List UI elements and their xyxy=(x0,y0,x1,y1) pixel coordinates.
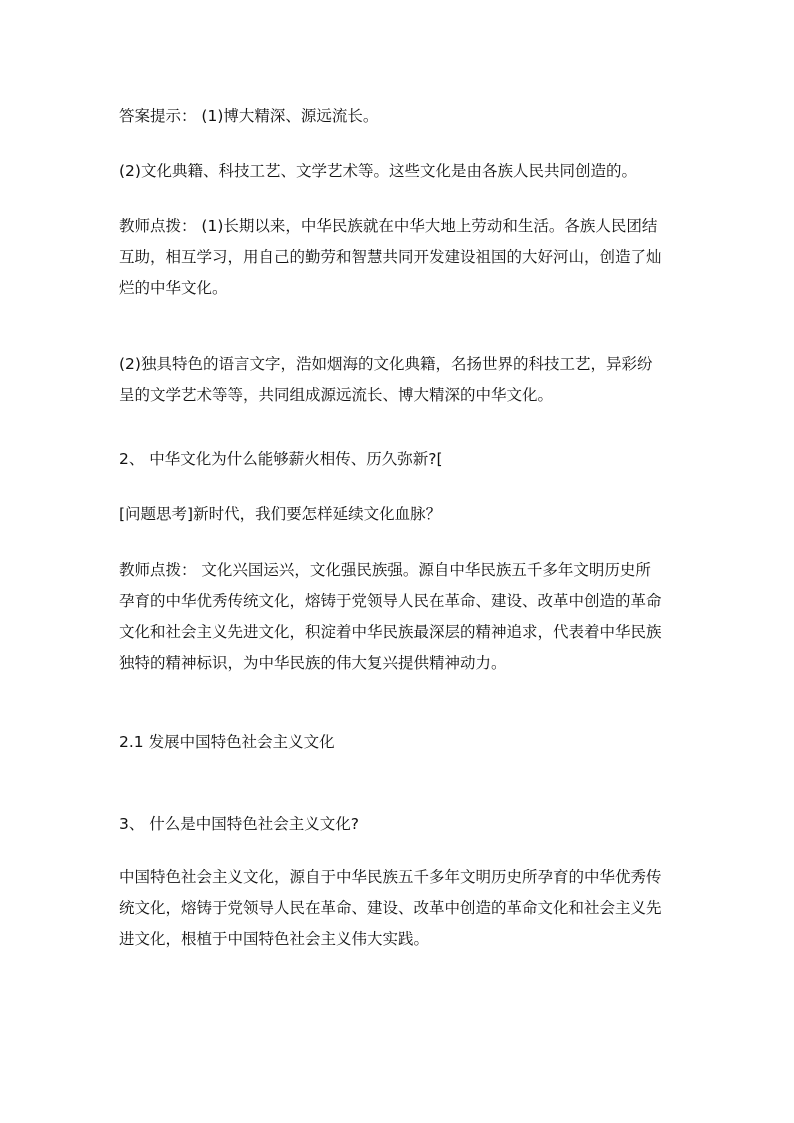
paragraph-line: 2、 中华文化为什么能够薪火相传、历久弥新?[ xyxy=(119,450,443,468)
answer-2-paragraph xyxy=(119,156,679,187)
paragraph-line: 呈的文学艺术等等，共同组成源远流长、博大精深的中华文化。 xyxy=(119,386,554,404)
answer-hint-paragraph xyxy=(119,101,679,132)
teacher-note-2-paragraph xyxy=(119,349,679,411)
paragraph-line: 教师点拨： (1)长期以来，中华民族就在中华大地上劳动和生活。各族人民团结 xyxy=(119,217,658,235)
paragraph-line: 进文化，根植于中国特色社会主义伟大实践。 xyxy=(119,930,430,948)
question-2-heading xyxy=(119,444,679,475)
paragraph-line: (2)独具特色的语言文字，浩如烟海的文化典籍，名扬世界的科技工艺，异彩纷 xyxy=(119,355,653,373)
paragraph-line: 答案提示： (1)博大精深、源远流长。 xyxy=(119,107,379,125)
paragraph-line: (2)文化典籍、科技工艺、文学艺术等。这些文化是由各族人民共同创造的。 xyxy=(119,162,637,180)
paragraph-line: 独特的精神标识，为中华民族的伟大复兴提供精神动力。 xyxy=(119,654,507,672)
paragraph-line: 中国特色社会主义文化，源自于中华民族五千多年文明历史所孕育的中华优秀传 xyxy=(119,868,662,886)
paragraph-line: [问题思考]新时代，我们要怎样延续文化血脉？ xyxy=(119,505,442,523)
paragraph-line: 烂的中华文化。 xyxy=(119,279,228,297)
question-3-heading xyxy=(119,809,679,840)
paragraph-line: 文化和社会主义先进文化，积淀着中华民族最深层的精神追求，代表着中华民族 xyxy=(119,623,662,641)
problem-thinking-paragraph xyxy=(119,499,679,530)
paragraph-line: 互助，相互学习，用自己的勤劳和智慧共同开发建设祖国的大好河山，创造了灿 xyxy=(119,248,662,266)
paragraph-line: 3、 什么是中国特色社会主义文化? xyxy=(119,815,360,833)
paragraph-line: 2.1 发展中国特色社会主义文化 xyxy=(119,733,335,751)
paragraph-line: 孕育的中华优秀传统文化，熔铸于党领导人民在革命、建设、改革中创造的革命 xyxy=(119,592,662,610)
answer-3-paragraph xyxy=(119,862,679,955)
teacher-note-3-paragraph xyxy=(119,555,679,679)
section-2-1-heading xyxy=(119,727,679,758)
paragraph-line: 教师点拨： 文化兴国运兴，文化强民族强。源自中华民族五千多年文明历史所 xyxy=(119,561,651,579)
paragraph-line: 统文化，熔铸于党领导人民在革命、建设、改革中创造的革命文化和社会主义先 xyxy=(119,899,662,917)
teacher-note-1-paragraph xyxy=(119,211,679,304)
